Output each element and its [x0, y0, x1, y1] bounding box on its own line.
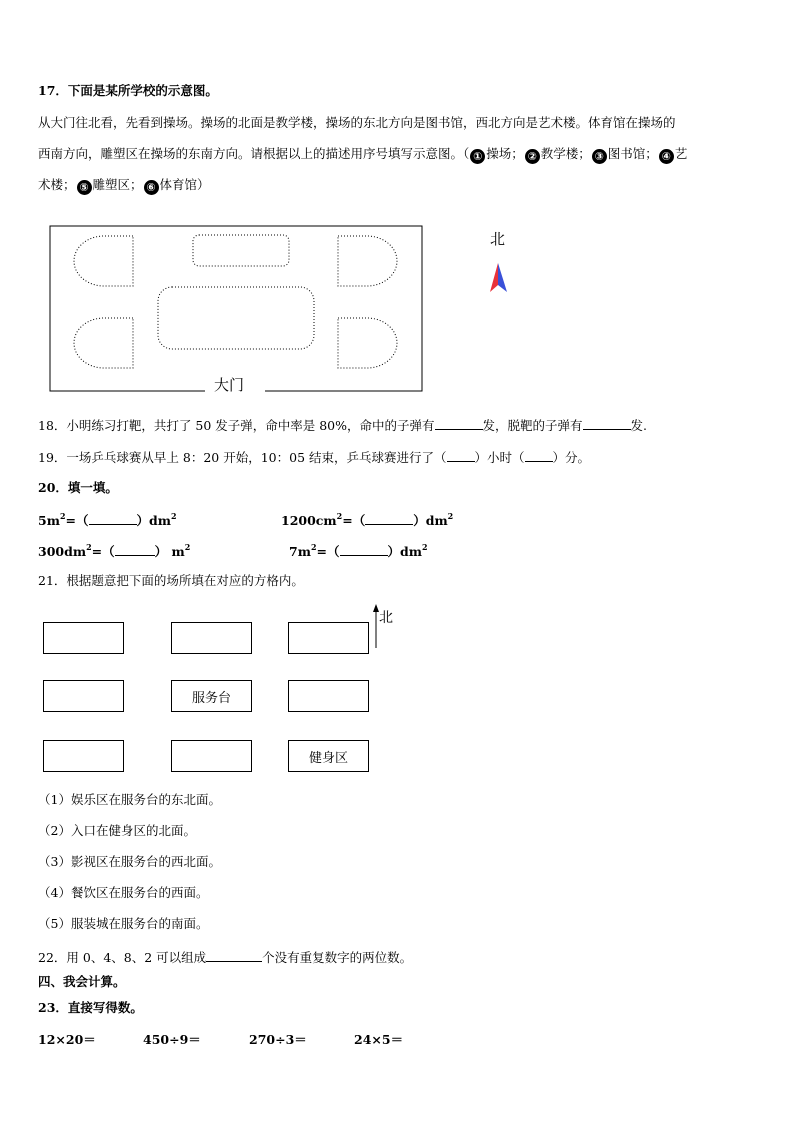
- q20-a-pre: 5m: [38, 513, 60, 528]
- map-north-label: 北: [490, 230, 506, 248]
- q18-text-c: 发.: [630, 418, 648, 433]
- grid-box-sw[interactable]: [43, 740, 124, 772]
- q23-item: 450÷9＝: [143, 1032, 201, 1047]
- option-2-marker: ②: [525, 149, 540, 164]
- q18-blank-1[interactable]: [435, 416, 483, 430]
- option-1-marker: ①: [470, 149, 485, 164]
- option-1-label: 操场；: [486, 146, 524, 161]
- q20-b-sup1: 2: [336, 511, 343, 521]
- q22-text-a: 22．用 0、4、8、2 可以组成: [38, 950, 207, 965]
- q20-a-sup1: 2: [59, 511, 66, 521]
- q19-blank-hours[interactable]: [447, 448, 475, 462]
- q22-line: [38, 948, 412, 966]
- service-desk-label: 服务台: [191, 690, 231, 706]
- q17-line3-text: 术楼；: [38, 177, 76, 192]
- q20-d-sup1: 2: [310, 542, 317, 552]
- q21-item: （4）餐饮区在服务台的西面。: [38, 885, 209, 900]
- gate-label: 大门: [214, 376, 245, 394]
- grid-box-s[interactable]: [171, 740, 252, 772]
- option-5-marker: ⑤: [77, 180, 92, 195]
- q20-a-mid: =（: [65, 513, 89, 528]
- top-left-building: [74, 236, 133, 286]
- option-6-marker: ⑥: [144, 180, 159, 195]
- grid-box-w[interactable]: [43, 680, 124, 712]
- bottom-right-building: [338, 318, 397, 368]
- option-5-label: 雕塑区；: [92, 177, 143, 192]
- option-4-label: 艺: [674, 146, 688, 161]
- q20-b-sup2: 2: [447, 511, 454, 521]
- north-arrow-right: [498, 263, 507, 292]
- grid-box-e[interactable]: [288, 680, 369, 712]
- grid-box-nw[interactable]: [43, 622, 124, 654]
- option-2-label: 教学楼；: [540, 146, 591, 161]
- fitness-label: 健身区: [308, 750, 348, 766]
- q21-item: （5）服装城在服务台的南面。: [38, 916, 209, 931]
- grid-box-n[interactable]: [171, 622, 252, 654]
- top-right-building: [338, 236, 397, 286]
- q23-title: 23．直接写得数。: [38, 1000, 143, 1015]
- north-arrow-left: [490, 263, 498, 292]
- q20-item-b: [281, 511, 453, 529]
- q20-a-post: ）dm: [136, 513, 171, 528]
- q23-item: 24×5＝: [354, 1032, 404, 1047]
- q18-text-b: 发，脱靶的子弹有: [482, 418, 583, 433]
- q20-c-mid: =（: [91, 544, 115, 559]
- q18-blank-2[interactable]: [583, 416, 631, 430]
- q17-line2-text: 西南方向，雕塑区在操场的东南方向。请根据以上的描述用序号填写示意图。（: [38, 146, 470, 161]
- q20-b-blank[interactable]: [365, 511, 413, 525]
- q20-c-pre: 300dm: [38, 544, 87, 559]
- q19-text-c: ）分。: [552, 450, 591, 465]
- q20-item-d: [289, 542, 428, 560]
- q23-item: 12×20＝: [38, 1032, 96, 1047]
- option-3-marker: ③: [592, 149, 607, 164]
- q20-c-post: ） m: [154, 544, 185, 559]
- q20-title: 20．填一填。: [38, 480, 118, 495]
- option-4-marker: ④: [659, 149, 674, 164]
- q22-blank[interactable]: [206, 948, 262, 962]
- option-3-label: 图书馆；: [607, 146, 658, 161]
- q19-text-a: 19．一场乒乓球赛从早上 8：20 开始，10：05 结束，乒乓球赛进行了（: [38, 450, 447, 465]
- q20-b-pre: 1200cm: [281, 513, 337, 528]
- q21-item: （3）影视区在服务台的西北面。: [38, 854, 221, 869]
- center-playground: [158, 287, 314, 349]
- grid-box-ne[interactable]: [288, 622, 369, 654]
- q21-title: 21．根据题意把下面的场所填在对应的方格内。: [38, 573, 304, 588]
- q19-line: [38, 448, 590, 466]
- school-boundary: [50, 226, 422, 391]
- q17-line1: 从大门往北看，先看到操场。操场的北面是教学楼，操场的东北方向是图书馆，西北方向是艺术楼。体育馆在操场的: [38, 115, 676, 130]
- q20-c-sup2: 2: [184, 542, 191, 552]
- q20-d-blank[interactable]: [340, 542, 388, 556]
- q21-item: （2）入口在健身区的北面。: [38, 823, 196, 838]
- q19-text-b: ）小时（: [474, 450, 525, 465]
- top-center-building: [193, 235, 289, 266]
- q22-text-b: 个没有重复数字的两位数。: [262, 950, 413, 965]
- q19-blank-minutes[interactable]: [525, 448, 553, 462]
- q20-d-pre: 7m: [289, 544, 311, 559]
- q20-a-sup2: 2: [170, 511, 177, 521]
- q20-d-post: ）dm: [387, 544, 422, 559]
- q20-a-blank[interactable]: [89, 511, 137, 525]
- q20-b-post: ）dm: [413, 513, 448, 528]
- grid-box-service-desk: [171, 680, 252, 712]
- q21-north-label: 北: [379, 610, 393, 626]
- q20-d-mid: =（: [316, 544, 340, 559]
- q20-b-mid: =（: [342, 513, 366, 528]
- option-6-label: 体育馆）: [159, 177, 210, 192]
- q17-title: 17．下面是某所学校的示意图。: [38, 83, 218, 98]
- bottom-left-building: [74, 318, 133, 368]
- q23-item: 270÷3＝: [249, 1032, 307, 1047]
- q20-c-blank[interactable]: [115, 542, 155, 556]
- q18-text-a: 18．小明练习打靶，共打了 50 发子弹，命中率是 80%，命中的子弹有: [38, 418, 435, 433]
- q18-line: [38, 416, 647, 434]
- section-4-title: 四、我会计算。: [38, 974, 126, 989]
- q20-item-c: [38, 542, 190, 560]
- q20-item-a: [38, 511, 177, 529]
- q20-c-sup1: 2: [86, 542, 92, 552]
- q20-d-sup2: 2: [421, 542, 428, 552]
- q21-item: （1）娱乐区在服务台的东北面。: [38, 792, 221, 807]
- grid-box-fitness: [288, 740, 369, 772]
